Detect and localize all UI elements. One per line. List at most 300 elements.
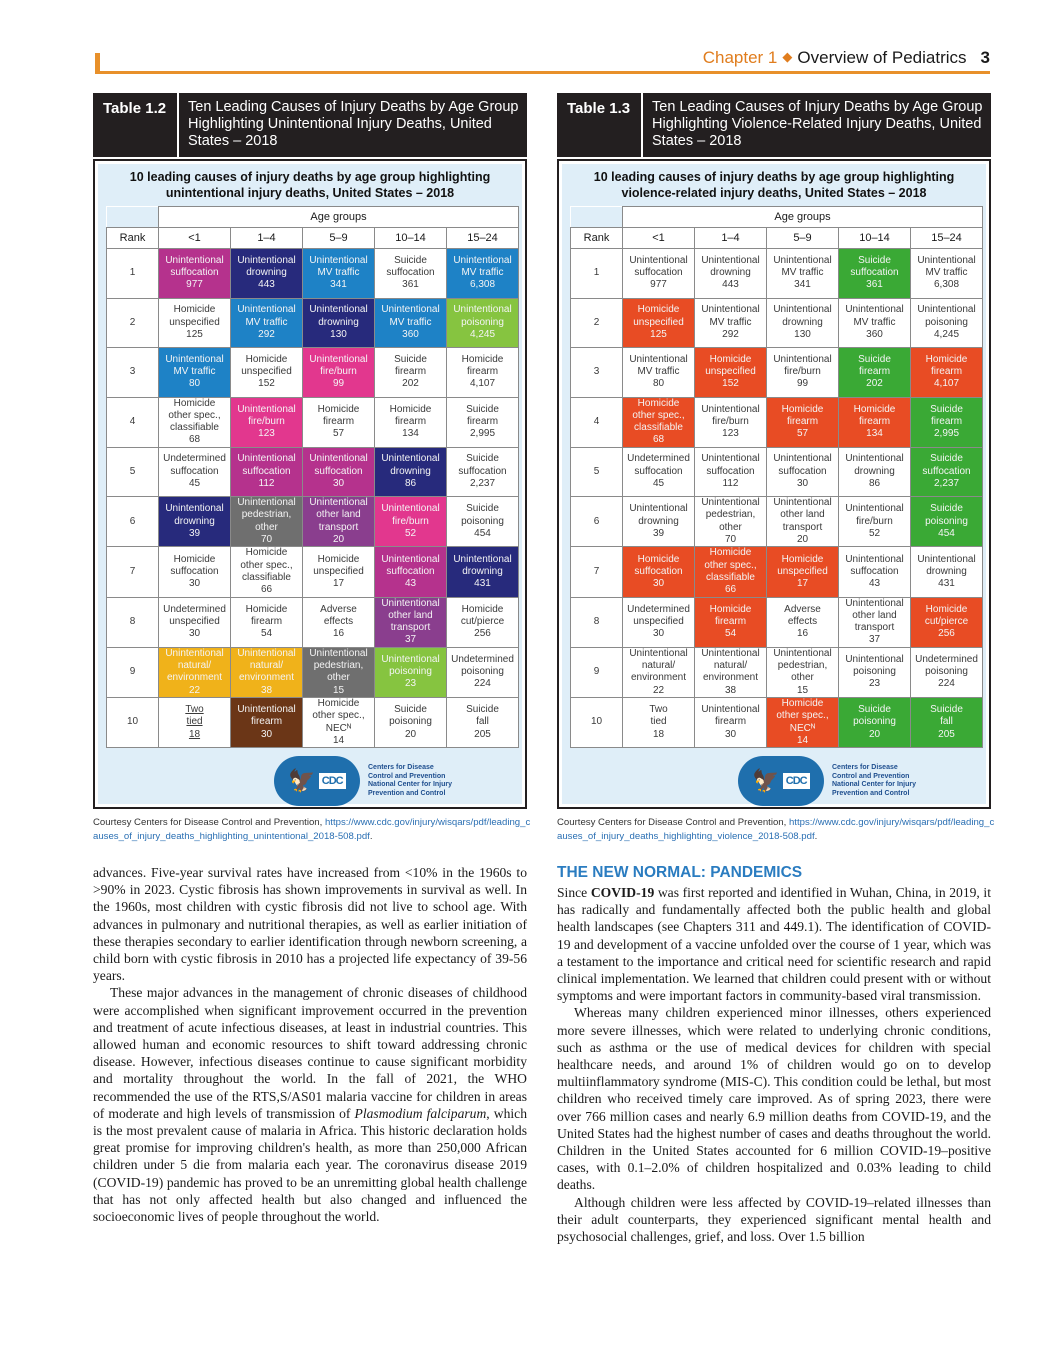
cause-text: Unintentional MV traffic 292 (701, 304, 760, 340)
cause-text: Unintentional drowning 39 (629, 503, 688, 539)
cause-text: Unintentional fire/burn 123 (701, 403, 760, 440)
cause-text: Suicide suffocation 361 (850, 254, 899, 291)
cause-cell (303, 697, 375, 747)
cause-cell (303, 249, 375, 299)
cause-text: Adverse effects 16 (320, 603, 357, 640)
courtesy-note (93, 816, 533, 844)
cause-text: Unintentional drowning 130 (309, 304, 368, 340)
cause-cell (447, 497, 519, 547)
cause-text: Homicide other spec., classifiable 68 (632, 397, 685, 446)
cause-cell (839, 497, 911, 547)
logo-line: Prevention and Control (832, 789, 910, 797)
cause-text: Adverse effects 16 (784, 603, 821, 640)
courtesy-link[interactable]: https://www.cdc.gov/injury/wisqars/pdf/leading_causes_of_injury_deaths_highlighting_unintentional_2018-508.pdf (93, 817, 531, 842)
cause-text: Homicide firearm 54 (245, 603, 288, 640)
table-number: Table 1.3 (557, 93, 643, 157)
cause-cell (159, 697, 231, 747)
cause-cell (839, 647, 911, 697)
logo-line: National Center for Injury (368, 781, 453, 789)
figure-content (562, 164, 986, 804)
cause-cell (911, 348, 983, 398)
rank-header: Rank (571, 228, 623, 249)
cause-text: Unintentional suffocation 977 (629, 254, 688, 291)
table-header (93, 93, 527, 157)
cause-cell (623, 447, 695, 497)
table-row (107, 497, 519, 547)
cause-text: Homicide other spec., classifiable 66 (704, 547, 757, 596)
table-title: Ten Leading Causes of Injury Deaths by Age Group Highlighting Unintentional Injury Deaths, United States – 2018 (188, 99, 519, 149)
cause-cell (159, 547, 231, 597)
rank-cell: 5 (571, 447, 623, 497)
cause-cell (695, 298, 767, 348)
column-header: 1–4 (231, 228, 303, 249)
cause-cell (767, 348, 839, 398)
cause-text: Unintentional suffocation 30 (309, 453, 368, 490)
cause-text: Suicide poisoning 454 (461, 503, 504, 539)
cause-cell (375, 397, 447, 447)
text-run: was first reported and identified in Wuhan, China, in 2019, it has radically and fundamentally affected both the public health and global health landscapes (see Chapters 311 and 449.1). The identification of COVID-19 and development of a vaccine unfolded over the course of 1 year, which was a testament to the importance and critical need for scientific research and rapid clinical implementation. We learned that children could present with or without symptoms and were important factors in community-based viral transmission. (557, 885, 991, 1004)
cause-cell (231, 249, 303, 299)
cause-text: Unintentional drowning 431 (917, 553, 976, 590)
courtesy-link[interactable]: https://www.cdc.gov/injury/wisqars/pdf/leading_causes_of_injury_deaths_highlighting_violence_2018-508.pdf (557, 817, 995, 842)
cause-text: Unintentional MV traffic 6,308 (453, 254, 512, 291)
cdc-logo (274, 756, 514, 806)
cause-text: Homicide unspecified 17 (313, 553, 364, 590)
table-row (107, 447, 519, 497)
cause-text: Suicide suffocation 361 (386, 254, 435, 291)
table-row (571, 547, 983, 597)
cause-text: Unintentional other land transport 37 (381, 597, 440, 646)
cause-cell (839, 298, 911, 348)
table-row (107, 249, 519, 299)
cause-text: Homicide other spec., classifiable 68 (168, 397, 221, 446)
cause-cell (375, 547, 447, 597)
text-run: Since (557, 885, 591, 900)
rank-header: Rank (107, 228, 159, 249)
cause-cell (159, 397, 231, 447)
cause-text: Unintentional fire/burn 52 (845, 503, 904, 539)
species-name: Plasmodium falciparum (354, 1105, 487, 1121)
cause-cell (447, 547, 519, 597)
cause-text: Homicide other spec., NECᴺ 14 (312, 697, 365, 746)
column-header: 1–4 (695, 228, 767, 249)
rank-cell: 3 (107, 348, 159, 398)
rank-cell: 4 (571, 397, 623, 447)
hhs-eagle-icon: 🦅 (288, 768, 316, 794)
cause-text: Homicide firearm 134 (853, 403, 896, 440)
cause-text: Unintentional natural/ environment 22 (629, 647, 688, 696)
cause-cell (447, 249, 519, 299)
cause-text: Homicide suffocation 30 (634, 553, 683, 590)
body-paragraph: These major advances in the management of chronic diseases of childhood were accomplished when significant improvement occurred in the prevention and treatment of acute infectious diseases, at least in industrial countries. This allowed human and economic resources to shift toward addressing chronic disease. However, infectious diseases continue to cause significant morbidity and mortality throughout the world. In the fall of 2021, the WHO recommended the use of the RTS,S/AS01 malaria vaccine for children in areas of moderate and high levels of transmission of Plasmodium falciparum, which is the most prevalent cause of malaria in Africa. This historic declaration holds great promise for improving children's health, as more than 250,000 African children under 5 die from malaria each year. The coronavirus disease 2019 (COVID-19) pandemic has proved to be an unremitting global health challenge that has not only affected health but also changed and influenced the socioeconomic lives of people throughout the world. (93, 985, 527, 1225)
cause-cell (159, 597, 231, 647)
cause-cell (839, 697, 911, 747)
age-groups-label: Age groups (623, 207, 983, 228)
cause-text: Unintentional suffocation 43 (845, 553, 904, 590)
cause-text: Suicide firearm 2,995 (930, 403, 963, 440)
cause-text: Suicide suffocation 2,237 (458, 453, 507, 490)
section-heading: THE NEW NORMAL: PANDEMICS (557, 864, 803, 881)
cause-text: Two tied 18 (649, 704, 668, 740)
cause-text: Unintentional pedestrian, other 15 (773, 647, 832, 696)
table-row (571, 249, 983, 299)
cause-text: Unintentional fire/burn 99 (773, 353, 832, 390)
cause-text: Undetermined unspecified 30 (627, 603, 690, 640)
logo-line: Prevention and Control (368, 789, 446, 797)
cdc-logo-mark (738, 756, 824, 806)
page-number: 3 (980, 48, 990, 67)
cause-text: Homicide firearm 4,107 (925, 353, 968, 390)
cause-text: Unintentional natural/ environment 38 (237, 647, 296, 696)
cause-text: Homicide other spec., NECᴺ 14 (776, 697, 829, 746)
rank-cell: 7 (107, 547, 159, 597)
cause-text: Homicide firearm 57 (781, 403, 824, 440)
body-paragraph: advances. Five-year survival rates have increased from <10% in the 1960s to >90% in 2023. Cystic fibrosis has shown improvements in survival as well. In the 1960s, most children with cystic fibrosis did not live to school age. With advances in pulmonary and nutritional therapies, as well as earlier initiation of these therapies secondary to earlier identification through newborn screening, a child born with cystic fibrosis in 2010 has a projected life expectancy of 39-56 years. (93, 865, 527, 984)
cause-cell (231, 397, 303, 447)
rank-cell: 10 (571, 697, 623, 747)
column-header: 10–14 (375, 228, 447, 249)
cause-text: Unintentional drowning 443 (237, 254, 296, 291)
header-accent-bar (95, 53, 100, 73)
cause-cell (839, 249, 911, 299)
cause-cell (231, 547, 303, 597)
rank-cell: 8 (107, 597, 159, 647)
table-row (571, 697, 983, 747)
table-1-2-panel (93, 93, 527, 809)
cause-text: Unintentional poisoning 23 (845, 653, 904, 690)
cause-text: Unintentional MV traffic 341 (309, 254, 368, 291)
cause-cell (159, 249, 231, 299)
column-header: 5–9 (767, 228, 839, 249)
cause-text: Unintentional natural/ environment 38 (701, 647, 760, 696)
bold-term: COVID-19 (590, 885, 655, 900)
cause-text: Unintentional pedestrian, other 15 (309, 647, 368, 696)
chapter-title: Overview of Pediatrics (797, 48, 967, 67)
table-row (107, 547, 519, 597)
injury-table (570, 206, 983, 748)
cause-cell (839, 597, 911, 647)
cause-cell (231, 597, 303, 647)
body-paragraph: Whereas many children experienced minor illnesses, others experienced more severe illnesses, which were related to underlying chronic conditions, such as asthma or the use of medical devices for children with special healthcare needs, and around 1% of children would go on to develop multiinflammatory syndrome (MIS-C). This condition could be lethal, but most children who received timely care improved. As of spring 2023, there were over 766 million cases and nearly 6.9 million deaths from COVID-19, and the United States had the highest number of cases and deaths throughout the world. Children in the United States accounted for 6 million COVID-19–positive cases, with 0.1–2.0% of children hospitalized and 0.03% leading to child deaths. (557, 1005, 991, 1193)
table-row (107, 397, 519, 447)
cause-text: Unintentional suffocation 977 (165, 254, 224, 291)
cause-text: Unintentional MV traffic 6,308 (917, 254, 976, 291)
cause-cell (623, 249, 695, 299)
table-row (571, 497, 983, 547)
cause-text: Unintentional firearm 30 (701, 704, 760, 740)
cause-cell (303, 298, 375, 348)
table-body (571, 249, 983, 748)
chapter-label: Chapter 1 (702, 48, 778, 67)
body-column-right (557, 864, 991, 1245)
cause-text: Unintentional other land transport 20 (309, 497, 368, 546)
cause-cell (231, 697, 303, 747)
cause-text: Homicide firearm 134 (389, 403, 432, 440)
figure-frame (557, 159, 991, 809)
cause-cell (911, 547, 983, 597)
courtesy-text: Courtesy Centers for Disease Control and Prevention, (557, 817, 789, 828)
cause-cell (623, 298, 695, 348)
cause-cell (375, 647, 447, 697)
cause-text: Unintentional other land transport 20 (773, 497, 832, 546)
cause-cell (695, 447, 767, 497)
courtesy-period: . (814, 831, 818, 842)
cause-text: Suicide firearm 2,995 (466, 403, 499, 440)
cause-text: Unintentional MV traffic 80 (629, 353, 688, 390)
cause-cell (623, 547, 695, 597)
table-row (571, 397, 983, 447)
cause-cell (303, 348, 375, 398)
courtesy-period: . (369, 831, 373, 842)
cause-cell (303, 497, 375, 547)
cdc-logo-text (368, 764, 453, 798)
cause-text: Unintentional MV traffic 341 (773, 254, 832, 291)
cause-cell (767, 697, 839, 747)
column-header: <1 (623, 228, 695, 249)
cause-text: Unintentional drowning 39 (165, 503, 224, 539)
column-header: 15–24 (911, 228, 983, 249)
cause-cell (767, 647, 839, 697)
logo-line: Control and Prevention (368, 772, 446, 780)
cause-text: Homicide cut/pierce 256 (460, 603, 505, 640)
cause-cell (623, 597, 695, 647)
cause-text: Unintentional suffocation 30 (773, 453, 832, 490)
cause-text: Unintentional poisoning 23 (381, 653, 440, 690)
cause-cell (623, 348, 695, 398)
table-row (107, 697, 519, 747)
cause-text: Unintentional other land transport 37 (845, 597, 904, 646)
cause-text: Unintentional natural/ environment 22 (165, 647, 224, 696)
table-row (571, 647, 983, 697)
column-header: 10–14 (839, 228, 911, 249)
cause-cell (623, 647, 695, 697)
table-row (107, 348, 519, 398)
cause-cell (375, 348, 447, 398)
cdc-abbr: CDC (783, 773, 810, 789)
rank-cell: 7 (571, 547, 623, 597)
cause-cell (839, 348, 911, 398)
cause-cell (159, 348, 231, 398)
cause-cell (231, 497, 303, 547)
rank-cell: 3 (571, 348, 623, 398)
cause-text: Undetermined poisoning 224 (915, 653, 978, 690)
cause-text: Unintentional MV traffic 360 (845, 304, 904, 340)
cause-text: Suicide firearm 202 (394, 353, 427, 390)
cause-cell (695, 547, 767, 597)
cause-cell (695, 597, 767, 647)
cause-text: Homicide firearm 4,107 (461, 353, 504, 390)
cause-cell (767, 547, 839, 597)
cause-cell (231, 647, 303, 697)
cause-cell (767, 397, 839, 447)
rank-cell: 2 (571, 298, 623, 348)
cause-cell (159, 447, 231, 497)
cause-cell (447, 348, 519, 398)
cause-cell (447, 597, 519, 647)
cause-text: Unintentional drowning 443 (701, 254, 760, 291)
cause-text: Unintentional poisoning 4,245 (453, 304, 512, 340)
logo-line: Control and Prevention (832, 772, 910, 780)
cause-text: Unintentional fire/burn 123 (237, 403, 296, 440)
courtesy-note (557, 816, 997, 844)
rank-cell: 8 (571, 597, 623, 647)
cdc-logo-text (832, 764, 917, 798)
cause-text: Homicide unspecified 17 (777, 553, 828, 590)
cause-text: Unintentional suffocation 43 (381, 553, 440, 590)
cause-text: Unintentional pedestrian, other 70 (237, 497, 296, 546)
cause-cell (767, 597, 839, 647)
cause-text: Homicide unspecified 152 (705, 353, 756, 390)
cause-text: Homicide firearm 57 (317, 403, 360, 440)
cause-cell (695, 497, 767, 547)
cause-cell (303, 447, 375, 497)
cause-text: Suicide fall 205 (930, 704, 963, 740)
cause-text: Unintentional fire/burn 99 (309, 353, 368, 390)
cause-cell (375, 497, 447, 547)
body-column-left (93, 864, 527, 1225)
cause-cell (231, 447, 303, 497)
cause-text: Homicide unspecified 125 (169, 304, 220, 340)
figure-title: 10 leading causes of injury deaths by age group highlighting violence-related injury deaths, United States – 2018 (593, 170, 955, 200)
table-number: Table 1.2 (93, 93, 179, 157)
cause-cell (375, 249, 447, 299)
cause-cell (623, 497, 695, 547)
cause-text: Suicide poisoning 454 (925, 503, 968, 539)
cause-cell (447, 298, 519, 348)
rank-cell: 9 (571, 647, 623, 697)
cause-cell (911, 697, 983, 747)
cause-text: Undetermined suffocation 45 (627, 453, 690, 490)
cause-cell (447, 697, 519, 747)
running-header (703, 48, 990, 68)
table-row (107, 298, 519, 348)
cdc-logo (738, 756, 978, 806)
cause-text: Undetermined poisoning 224 (451, 653, 514, 690)
cause-cell (159, 497, 231, 547)
table-row (571, 348, 983, 398)
cause-text: Unintentional firearm 30 (237, 704, 296, 740)
table-body (107, 249, 519, 748)
figure-content (98, 164, 522, 804)
hhs-eagle-icon: 🦅 (752, 768, 780, 794)
cause-cell (623, 397, 695, 447)
cause-cell (695, 397, 767, 447)
table-row (571, 597, 983, 647)
cause-text: Undetermined suffocation 45 (163, 453, 226, 490)
cause-cell (911, 647, 983, 697)
cause-cell (375, 697, 447, 747)
cause-text: Suicide poisoning 20 (389, 704, 432, 740)
body-paragraph (557, 884, 991, 1004)
body-paragraph: Although children were less affected by COVID-19–related illnesses than their adult counterparts, they experienced significant mental health and psychosocial challenges, grief, and loss. Over 1.5 billion (557, 1194, 991, 1245)
column-header: <1 (159, 228, 231, 249)
cause-text: Homicide suffocation 30 (170, 553, 219, 590)
cause-text: Unintentional MV traffic 360 (381, 304, 440, 340)
cause-cell (623, 697, 695, 747)
cdc-logo-mark (274, 756, 360, 806)
cause-cell (159, 647, 231, 697)
cause-cell (839, 397, 911, 447)
cause-cell (695, 249, 767, 299)
cause-text: Unintentional fire/burn 52 (381, 503, 440, 539)
figure-frame (93, 159, 527, 809)
cause-cell (159, 298, 231, 348)
diamond-icon: ◆ (782, 49, 793, 64)
cause-cell (695, 348, 767, 398)
cause-cell (447, 647, 519, 697)
cause-cell (375, 298, 447, 348)
cause-cell (911, 249, 983, 299)
cause-cell (695, 647, 767, 697)
column-header: 5–9 (303, 228, 375, 249)
table-header (557, 93, 991, 157)
rank-cell: 6 (107, 497, 159, 547)
cause-text: Homicide other spec., classifiable 66 (240, 547, 293, 596)
table-row (571, 298, 983, 348)
cause-text: Unintentional suffocation 112 (701, 453, 760, 490)
cause-cell (303, 547, 375, 597)
cause-cell (231, 298, 303, 348)
cause-cell (839, 547, 911, 597)
cause-cell (911, 298, 983, 348)
cause-text: Suicide poisoning 20 (853, 704, 896, 740)
cdc-abbr: CDC (319, 773, 346, 789)
cause-cell (303, 647, 375, 697)
column-header: 15–24 (447, 228, 519, 249)
cause-cell (767, 447, 839, 497)
cause-cell (695, 697, 767, 747)
cause-cell (839, 447, 911, 497)
cause-text: Homicide unspecified 125 (633, 304, 684, 340)
cause-text: Unintentional MV traffic 80 (165, 353, 224, 390)
table-row (107, 647, 519, 697)
cause-cell (767, 497, 839, 547)
cause-cell (231, 348, 303, 398)
courtesy-text: Courtesy Centers for Disease Control and Prevention, (93, 817, 325, 828)
cause-text: Undetermined unspecified 30 (163, 603, 226, 640)
rank-cell: 1 (571, 249, 623, 299)
cause-text: Unintentional drowning 130 (773, 304, 832, 340)
cause-cell (911, 447, 983, 497)
table-row (571, 447, 983, 497)
cause-text: Homicide cut/pierce 256 (924, 603, 969, 640)
rank-cell: 4 (107, 397, 159, 447)
table-title: Ten Leading Causes of Injury Deaths by Age Group Highlighting Violence-Related Injury Deaths, United States – 2018 (652, 99, 983, 149)
rank-cell: 5 (107, 447, 159, 497)
figure-title: 10 leading causes of injury deaths by age group highlighting unintentional injury deaths, United States – 2018 (129, 170, 491, 200)
age-groups-label: Age groups (159, 207, 519, 228)
rank-cell: 2 (107, 298, 159, 348)
cause-text: Unintentional drowning 431 (453, 553, 512, 590)
rank-cell: 6 (571, 497, 623, 547)
header-rule (95, 71, 990, 74)
cause-text: Two tied 18 (185, 704, 204, 740)
logo-line: Centers for Disease (368, 764, 434, 772)
cause-text: Unintentional poisoning 4,245 (917, 304, 976, 340)
cause-text: Suicide suffocation 2,237 (922, 453, 971, 490)
cause-text: Suicide firearm 202 (858, 353, 891, 390)
rank-cell: 10 (107, 697, 159, 747)
logo-line: National Center for Injury (832, 781, 917, 789)
cause-text: Unintentional MV traffic 292 (237, 304, 296, 340)
logo-line: Centers for Disease (832, 764, 898, 772)
cause-text: Homicide unspecified 152 (241, 353, 292, 390)
cause-cell (303, 597, 375, 647)
table-1-3-panel (557, 93, 991, 809)
cause-cell (767, 249, 839, 299)
cause-text: Unintentional suffocation 112 (237, 453, 296, 490)
cause-cell (911, 397, 983, 447)
